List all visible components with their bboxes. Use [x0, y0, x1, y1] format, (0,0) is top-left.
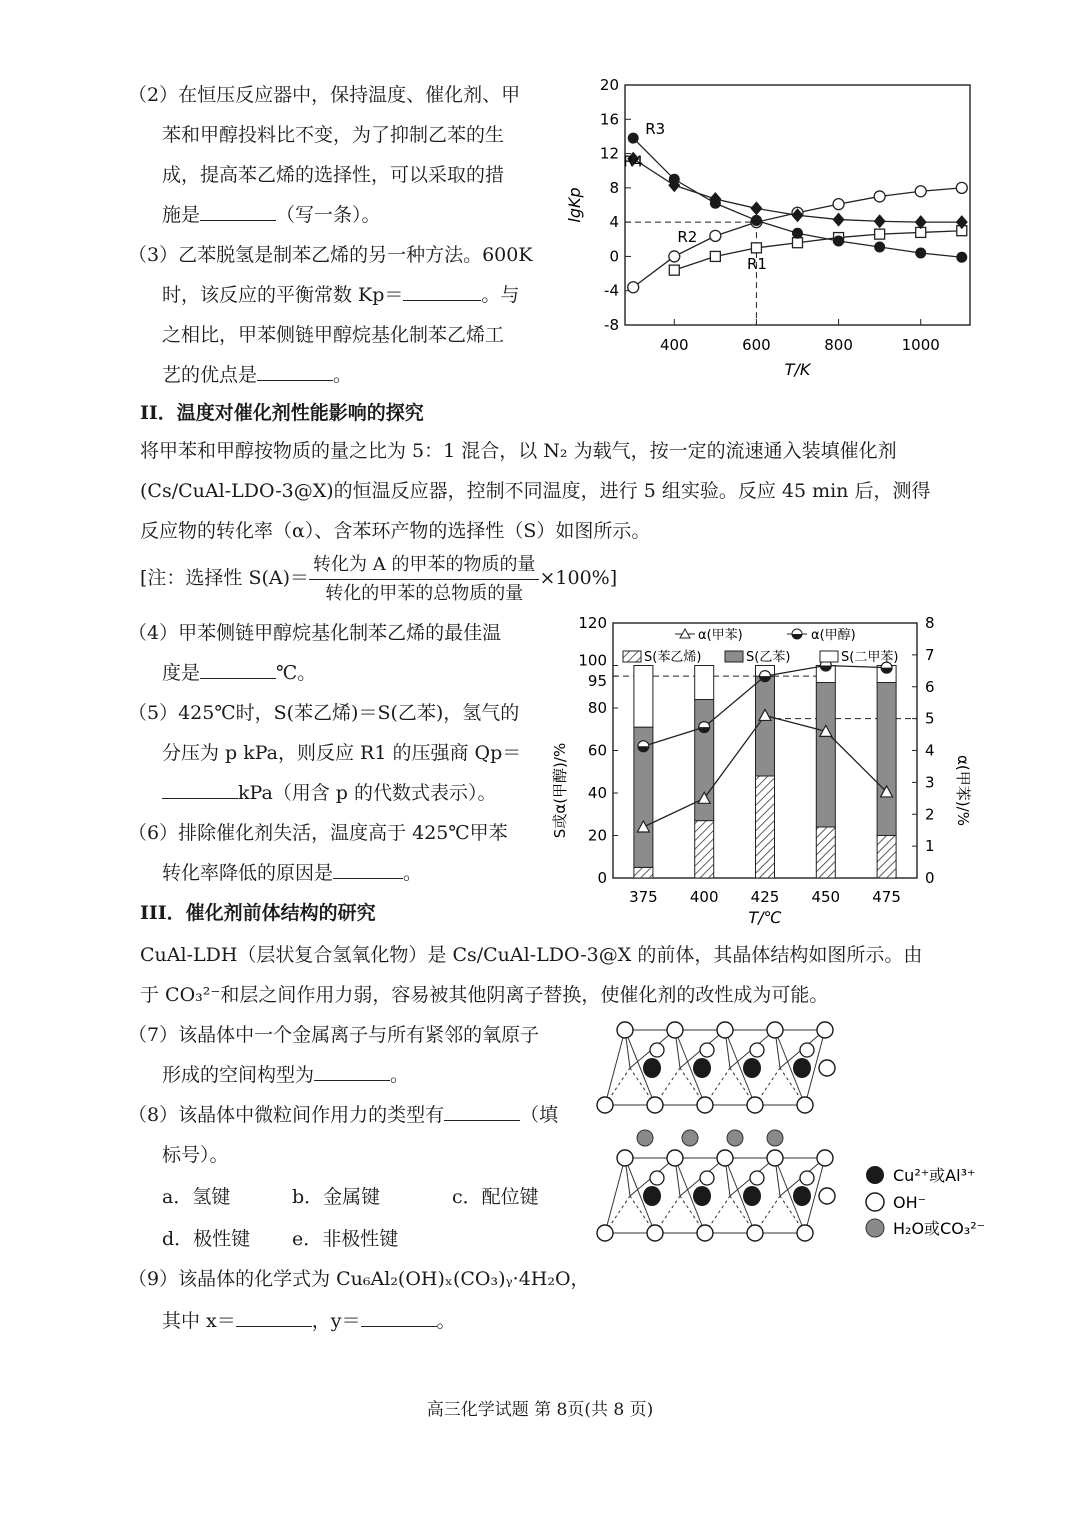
- legend-label: S(乙苯): [746, 650, 791, 665]
- q6-line-2: [162, 860, 422, 886]
- fraction-denominator: 转化的甲苯的总物质的量: [325, 582, 524, 604]
- interlayer-anion: [727, 1130, 743, 1146]
- hydroxide-ion: [767, 1022, 783, 1038]
- y-left-axis-label: S或α(甲醇)/%: [551, 742, 569, 839]
- answer-blank[interactable]: [333, 860, 403, 879]
- y-right-axis-label: α(甲苯)/%: [954, 755, 972, 826]
- y-left-tick-label: 100: [578, 651, 607, 670]
- metal-ion: [643, 1186, 661, 1206]
- selectivity-chart: [551, 614, 975, 927]
- option-e: e．非极性键: [292, 1228, 399, 1250]
- data-point-r2: [874, 191, 885, 202]
- legend-marker-methanol-fill: [792, 634, 802, 639]
- hydroxide-ion: [800, 1043, 814, 1057]
- metal-ion: [643, 1058, 661, 1078]
- legend-water-label: H₂O或CO₃²⁻: [893, 1219, 986, 1238]
- q2-text-a: 施是: [162, 204, 201, 226]
- y-right-tick-label: 8: [925, 614, 935, 632]
- hydroxide-ion: [750, 1171, 764, 1185]
- data-point-r1: [710, 251, 720, 261]
- legend-label: α(甲醇): [811, 628, 856, 643]
- answer-blank[interactable]: [257, 362, 333, 381]
- bar-segment: [877, 836, 896, 879]
- bar-segment: [816, 683, 835, 828]
- legend-label: S(二甲苯): [841, 650, 899, 665]
- y-tick-label: 16: [599, 110, 619, 129]
- q7-line-2: [162, 1062, 409, 1088]
- y-tick-label: -4: [604, 281, 619, 300]
- data-point-r3: [956, 252, 967, 263]
- q3-text-d: 。: [333, 364, 353, 386]
- y-left-tick-label: 20: [587, 826, 607, 845]
- section3-paragraph-1: CuAl-LDH（层状复合氢氧化物）是 Cs/CuAl-LDO-3@X 的前体，其晶体结构如图所示。由: [140, 944, 923, 966]
- x-axis-label: T/K: [784, 360, 811, 379]
- q2-line-1: （2）在恒压反应器中，保持温度、催化剂、甲: [128, 84, 521, 106]
- series-label-r1: R1: [746, 255, 767, 273]
- answer-blank[interactable]: [444, 1102, 520, 1121]
- x-tick-label: 425: [750, 888, 780, 906]
- y-tick-label: 12: [599, 144, 619, 163]
- q8-line-1: [128, 1102, 558, 1128]
- answer-blank[interactable]: [361, 1308, 437, 1327]
- legend-label: α(甲苯): [698, 628, 743, 643]
- data-point-r3: [751, 215, 762, 226]
- x-tick-label: 800: [824, 336, 853, 354]
- q2-line-4: [162, 202, 381, 228]
- series-label-r3: R3: [645, 120, 666, 139]
- q4-text-b: ℃。: [276, 662, 317, 684]
- hydroxide-ion: [647, 1225, 663, 1241]
- q7-text-a: 形成的空间构型为: [162, 1064, 315, 1086]
- q3-text-b: 。与: [481, 284, 520, 306]
- y-tick-label: 4: [609, 213, 619, 232]
- y-right-tick-label: 5: [925, 709, 935, 728]
- hydroxide-ion: [697, 1097, 713, 1113]
- y-right-tick-label: 4: [925, 741, 935, 760]
- answer-blank[interactable]: [200, 660, 276, 679]
- q2-line-3: 成，提高苯乙烯的选择性，可以采取的措: [162, 164, 505, 186]
- bond-edge: [605, 1030, 625, 1105]
- metal-ion: [743, 1058, 761, 1078]
- hydroxide-ion: [747, 1225, 763, 1241]
- bar-segment: [695, 821, 714, 878]
- data-point-r4: [874, 214, 886, 228]
- data-point-r1: [793, 238, 803, 248]
- q3-line-2: [162, 282, 519, 308]
- answer-blank[interactable]: [403, 282, 481, 301]
- q5-line-3: [162, 780, 497, 806]
- section2-paragraph-1: 将甲苯和甲醇按物质的量之比为 5：1 混合，以 N₂ 为载气，按一定的流速通入装填催化剂: [140, 440, 897, 462]
- plot-frame: [625, 85, 970, 325]
- x-tick-label: 600: [742, 336, 771, 354]
- section2-paragraph-3: 反应物的转化率（α）、含苯环产物的选择性（S）如图所示。: [140, 520, 651, 542]
- y-left-tick-label: 40: [587, 784, 607, 802]
- q2-text-b: （写一条）。: [276, 204, 381, 226]
- water-carbonate-legend-icon: [866, 1219, 884, 1237]
- hydroxide-legend-icon: [866, 1193, 884, 1211]
- hydroxide-ion: [817, 1150, 833, 1166]
- q7-text-b: 。: [390, 1064, 410, 1086]
- note-prefix: [注：选择性 S(A)＝: [140, 567, 310, 589]
- hydroxide-ion: [650, 1043, 664, 1057]
- legend-swatch: [623, 651, 641, 662]
- y-left-tick-label: 120: [578, 614, 607, 632]
- q3-text-a: 时，该反应的平衡常数 Kp＝: [162, 284, 404, 306]
- q2-line-2: 苯和甲醇投料比不变，为了抑制乙苯的生: [162, 124, 505, 146]
- q5-line-2: 分压为 p kPa，则反应 R1 的压强商 Qp＝: [162, 742, 522, 764]
- data-point-r1: [751, 243, 761, 253]
- hydroxide-ion: [617, 1022, 633, 1038]
- y-left-tick-label: 80: [587, 699, 607, 717]
- y-right-tick-label: 7: [925, 645, 935, 664]
- x-tick-label: 1000: [901, 336, 940, 354]
- y-tick-label: 0: [609, 247, 619, 266]
- hydroxide-ion: [767, 1150, 783, 1166]
- data-point-r2: [833, 199, 844, 210]
- hydroxide-ion: [747, 1097, 763, 1113]
- metal-ion: [793, 1058, 811, 1078]
- x-axis-label: T/℃: [748, 908, 782, 927]
- metal-ion: [693, 1058, 711, 1078]
- interlayer-anion: [637, 1130, 653, 1146]
- option-b: b．金属键: [292, 1186, 381, 1208]
- legend-oh-label: OH⁻: [893, 1193, 927, 1212]
- hydroxide-ion: [819, 1188, 835, 1204]
- bar-segment: [816, 827, 835, 878]
- q8-line-2: 标号）。: [162, 1144, 229, 1166]
- y-right-tick-label: 6: [925, 677, 935, 696]
- q9-text-a: 其中 x＝: [162, 1310, 236, 1332]
- q6-text-b: 。: [403, 862, 423, 884]
- q9-text-c: 。: [436, 1310, 456, 1332]
- page-footer: 高三化学试题 第 8页(共 8 页): [426, 1400, 654, 1420]
- legend-swatch: [820, 651, 838, 662]
- data-point-r2: [669, 251, 680, 262]
- legend-swatch: [725, 651, 743, 662]
- selectivity-note: [140, 550, 617, 606]
- hydroxide-ion: [750, 1043, 764, 1057]
- y-tick-label: -8: [604, 316, 619, 334]
- hydroxide-ion: [819, 1060, 835, 1076]
- metal-ion-legend-icon: [866, 1166, 884, 1184]
- fraction-numerator: 转化为 A 的甲苯的物质的量: [309, 553, 539, 580]
- q6-line-1: （6）排除催化剂失活，温度高于 425℃甲苯: [128, 822, 508, 844]
- q4-text-a: 度是: [162, 662, 201, 684]
- q3-line-1: （3）乙苯脱氢是制苯乙烯的另一种方法。600K: [128, 244, 533, 266]
- data-point-r3: [874, 242, 885, 253]
- y-axis-label: lgKp: [565, 187, 584, 223]
- series-label-r2: R2: [677, 227, 698, 246]
- answer-blank[interactable]: [162, 780, 238, 799]
- data-point-r2: [628, 282, 639, 293]
- data-point-r1: [669, 265, 679, 275]
- hydroxide-layer: [597, 1150, 835, 1241]
- data-point-r3: [792, 228, 803, 239]
- crystal-legend: [866, 1166, 985, 1238]
- selectivity-fraction: [309, 553, 539, 606]
- section2-heading: II．温度对催化剂性能影响的探究: [140, 402, 424, 424]
- interlayer-anion: [682, 1130, 698, 1146]
- hydroxide-ion: [650, 1171, 664, 1185]
- section3-heading: III．催化剂前体结构的研究: [140, 902, 376, 924]
- hydroxide-ion: [647, 1097, 663, 1113]
- bar-segment: [756, 676, 775, 776]
- hydroxide-ion: [597, 1097, 613, 1113]
- bar-segment: [877, 683, 896, 836]
- hydroxide-layer: [597, 1022, 835, 1113]
- hydroxide-ion: [797, 1225, 813, 1241]
- hydroxide-ion: [717, 1150, 733, 1166]
- hydroxide-ion: [667, 1022, 683, 1038]
- x-tick-label: 375: [629, 888, 658, 906]
- hydroxide-ion: [797, 1097, 813, 1113]
- hydroxide-ion: [597, 1225, 613, 1241]
- data-point-r3: [915, 248, 926, 259]
- q3-line-4: [162, 362, 352, 388]
- y-right-tick-label: 3: [925, 773, 935, 792]
- legend-metal-label: Cu²⁺或Al³⁺: [893, 1166, 976, 1185]
- hydroxide-ion: [700, 1043, 714, 1057]
- data-point-r4: [750, 201, 762, 215]
- q3-text-c: 艺的优点是: [162, 364, 258, 386]
- q5-text-b: kPa（用含 p 的代数式表示）。: [238, 782, 497, 804]
- metal-ion: [743, 1186, 761, 1206]
- lgkp-chart: [560, 70, 980, 380]
- q8-text-a: （8）该晶体中微粒间作用力的类型有: [128, 1104, 445, 1126]
- section3-paragraph-2: 于 CO₃²⁻和层之间作用力弱，容易被其他阴离子替换，使催化剂的改性成为可能。: [140, 984, 829, 1006]
- y-right-tick-label: 0: [925, 869, 935, 887]
- data-point-r4: [833, 213, 845, 227]
- x-tick-label: 400: [659, 336, 689, 354]
- q5-line-1: （5）425℃时，S(苯乙烯)＝S(乙苯)，氢气的: [128, 702, 520, 724]
- option-c: c．配位键: [452, 1186, 539, 1208]
- y-left-tick-label: 95: [587, 672, 607, 691]
- hydroxide-ion: [817, 1022, 833, 1038]
- bar-segment: [695, 666, 714, 700]
- x-tick-label: 475: [872, 888, 901, 906]
- option-d: d．极性键: [162, 1228, 251, 1250]
- hydroxide-ion: [800, 1171, 814, 1185]
- legend-label: S(苯乙烯): [644, 650, 702, 665]
- bar-segment: [756, 776, 775, 878]
- data-point-r2: [915, 186, 926, 197]
- bar-segment: [634, 867, 653, 878]
- q6-text-a: 转化率降低的原因是: [162, 862, 334, 884]
- answer-blank[interactable]: [314, 1062, 390, 1081]
- q3-line-3: 之相比，甲苯侧链甲醇烷基化制苯乙烯工: [162, 324, 505, 346]
- hydroxide-ion: [697, 1225, 713, 1241]
- hydroxide-ion: [617, 1150, 633, 1166]
- bar-segment: [634, 666, 653, 728]
- q7-line-1: （7）该晶体中一个金属离子与所有紧邻的氧原子: [128, 1024, 540, 1046]
- bond-edge: [605, 1158, 625, 1233]
- y-left-tick-label: 60: [587, 741, 607, 760]
- section2-paragraph-2: (Cs/CuAl-LDO-3@X)的恒温反应器，控制不同温度，进行 5 组实验。反应 45 min 后，测得: [140, 480, 931, 502]
- option-a: a．氢键: [162, 1186, 231, 1208]
- q4-line-2: [162, 660, 316, 686]
- hydroxide-ion: [700, 1171, 714, 1185]
- y-right-tick-label: 1: [925, 837, 935, 856]
- q9-text-b: ，y＝: [311, 1310, 361, 1332]
- metal-ion: [693, 1186, 711, 1206]
- data-point-r1: [875, 229, 885, 239]
- y-tick-label: 8: [609, 178, 619, 197]
- y-left-tick-label: 0: [597, 869, 607, 887]
- answer-blank[interactable]: [236, 1308, 312, 1327]
- answer-blank[interactable]: [200, 202, 276, 221]
- q9-line-1: （9）该晶体的化学式为 Cu₆Al₂(OH)ₓ(CO₃)ᵧ·4H₂O，: [128, 1268, 590, 1290]
- hydroxide-ion: [717, 1022, 733, 1038]
- q4-line-1: （4）甲苯侧链甲醇烷基化制苯乙烯的最佳温: [128, 622, 502, 644]
- q8-text-b: （填: [520, 1104, 559, 1126]
- data-point-r3: [833, 236, 844, 247]
- crystal-structure-figure: [595, 1018, 995, 1248]
- series-label-r4: R4: [623, 152, 644, 171]
- metal-ion: [793, 1186, 811, 1206]
- interlayer-anion: [767, 1130, 783, 1146]
- data-point-r2: [956, 182, 967, 193]
- q9-line-2: [162, 1308, 456, 1334]
- data-point-r3: [628, 133, 639, 144]
- x-tick-label: 400: [689, 888, 719, 906]
- x-tick-label: 450: [811, 888, 841, 906]
- data-point-r2: [710, 230, 721, 241]
- y-right-tick-label: 2: [925, 805, 935, 824]
- note-suffix: ×100%]: [539, 567, 618, 589]
- y-tick-label: 20: [599, 76, 619, 94]
- hydroxide-ion: [667, 1150, 683, 1166]
